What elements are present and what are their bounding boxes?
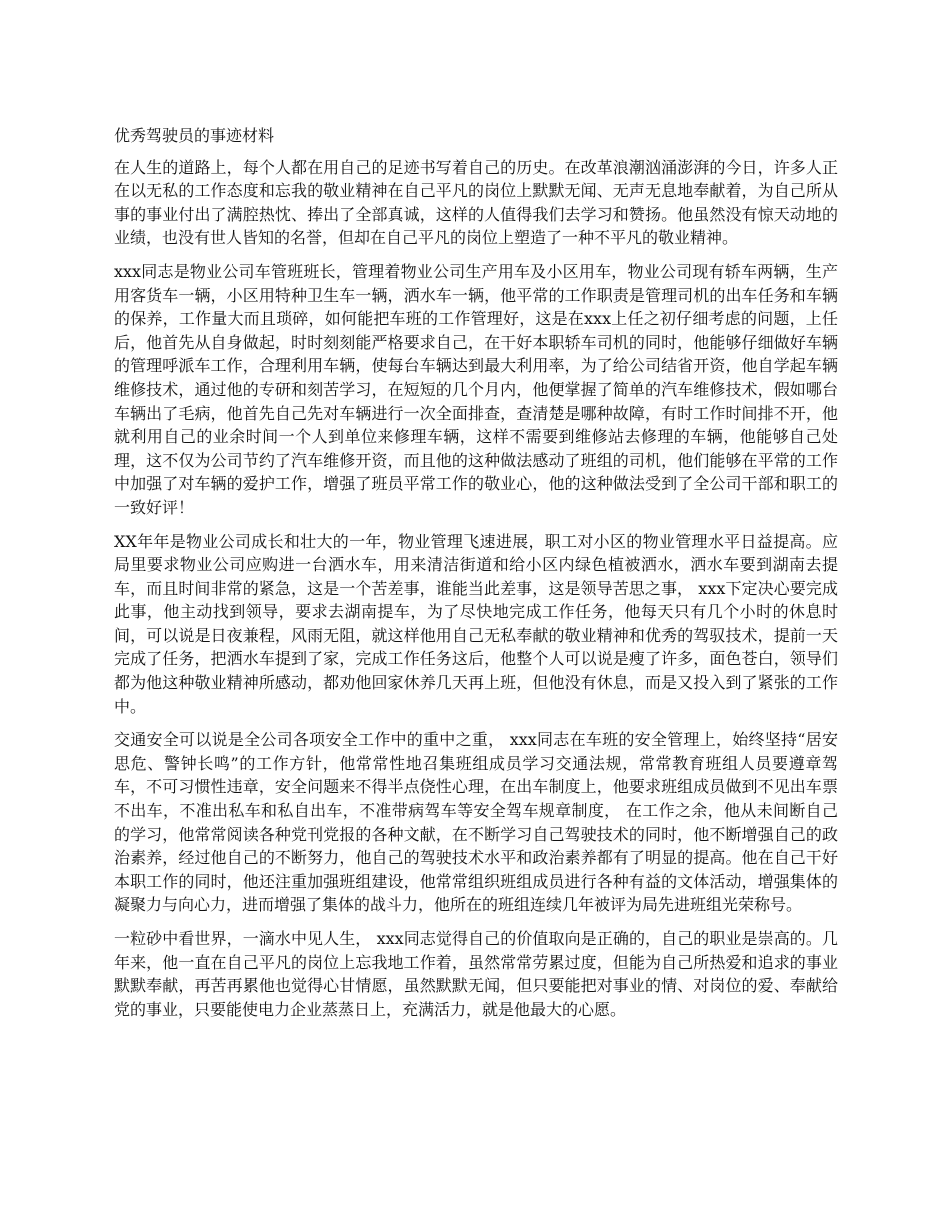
paragraph-conclusion: 一粒砂中看世界，一滴水中见人生， xxx同志觉得自己的价值取向是正确的，自己的职业是崇高的。几年来，他一直在自己平凡的岗位上忘我地工作着，虽然常常劳累过度，但能为自己所热爱和追求的事业默默奉献，再苦再累他也觉得心甘情愿，虽然默默无闻，但只要能把对事业的情、对岗位的爱、奉献给党的事业，只要能使电力企业蒸蒸日上，充满活力，就是他最大的心愿。 <box>114 929 838 1019</box>
paragraph-intro: 在人生的道路上，每个人都在用自己的足迹书写着自己的历史。在改革浪潮汹涌澎湃的今日，许多人正在以无私的工作态度和忘我的敬业精神在自己平凡的岗位上默默无闻、无声无息地奉献着，为自己所从事的事业付出了满腔热忱、捧出了全部真诚，这样的人值得我们去学习和赞扬。他虽然没有惊天动地的业绩，也没有世人皆知的名誉，但却在自己平凡的岗位上塑造了一种不平凡的敬业精神。 <box>114 157 838 248</box>
document-page <box>114 124 838 1031</box>
paragraph-sprinkler-truck: XX年年是物业公司成长和壮大的一年，物业管理飞速进展，职工对小区的物业管理水平日益提高。应局里要求物业公司应购进一台洒水车，用来清洁街道和给小区内绿色植被洒水，洒水车要到湖南去提车，而且时间非常的紧急，这是一个苦差事，谁能当此差事，这是领导苦思之事， xxx下定决心要完成此事，他主动找到领导，要求去湖南提车，为了尽快地完成工作任务，他每天只有几个小时的休息时间，可以说是日夜兼程，风雨无阻，就这样他用自己无私奉献的敬业精神和优秀的驾驭技术，提前一天完成了任务，把洒水车提到了家，完成工作任务这后，他整个人可以说是瘦了许多，面色苍白，领导们都为他这种敬业精神所感动，都劝他回家休养几天再上班，但他没有休息，而是又投入到了紧张的工作中。 <box>114 531 838 716</box>
paragraph-traffic-safety: 交通安全可以说是全公司各项安全工作中的重中之重， xxx同志在车班的安全管理上，始终坚持“居安思危、警钟长鸣”的工作方针，他常常性地召集班组成员学习交通法规，常常教育班组人员要遵章驾车，不可习惯性违章，安全问题来不得半点侥性心理，在出车制度上，他要求班组成员做到不见出车票不出车，不准出私车和私自出车，不准带病驾车等安全驾车规章制度， 在工作之余，他从未间断自己的学习，他常常阅读各种党刊党报的各种文献，在不断学习自己驾驶技术的同时，他不断增强自己的政治素养，经过他自己的不断努力，他自己的驾驶技术水平和政治素养都有了明显的提高。他在自己干好本职工作的同时，他还注重加强班组建设，他常常组织班组成员进行各种有益的文体活动，增强集体的凝聚力与向心力，进而增强了集体的战斗力，他所在的班组连续几年被评为局先进班组光荣称号。 <box>114 730 838 915</box>
document-title: 优秀驾驶员的事迹材料 <box>114 126 275 145</box>
paragraph-vehicle-management: xxx同志是物业公司车管班班长，管理着物业公司生产用车及小区用车，物业公司现有轿车两辆，生产用客货车一辆，小区用特种卫生车一辆，洒水车一辆，他平常的工作职责是管理司机的出车任务和车辆的保养，工作量大而且琐碎，如何能把车班的工作管理好，这是在xxx上任之初仔细考虑的问题，上任后，他首先从自身做起，时时刻刻能严格要求自己，在干好本职轿车司机的同时，他能够仔细做好车辆的管理呼派车工作，合理利用车辆，使每台车辆达到最大利用率，为了给公司结省开资，他自学起车辆维修技术，通过他的专研和刻苦学习，在短短的几个月内，他便掌握了简单的汽车维修技术，假如哪台车辆出了毛病，他首先自己先对车辆进行一次全面排查，查清楚是哪种故障，有时工作时间排不开，他就利用自己的业余时间一个人到单位来修理车辆，这样不需要到维修站去修理的车辆，他能够自己处理，这不仅为公司节约了汽车维修开资，而且他的这种做法感动了班组的司机，他们能够在平常的工作中加强了对车辆的爱护工作，增强了班员平常工作的敬业心，他的这种做法受到了全公司干部和职工的一致好评！ <box>114 261 838 517</box>
